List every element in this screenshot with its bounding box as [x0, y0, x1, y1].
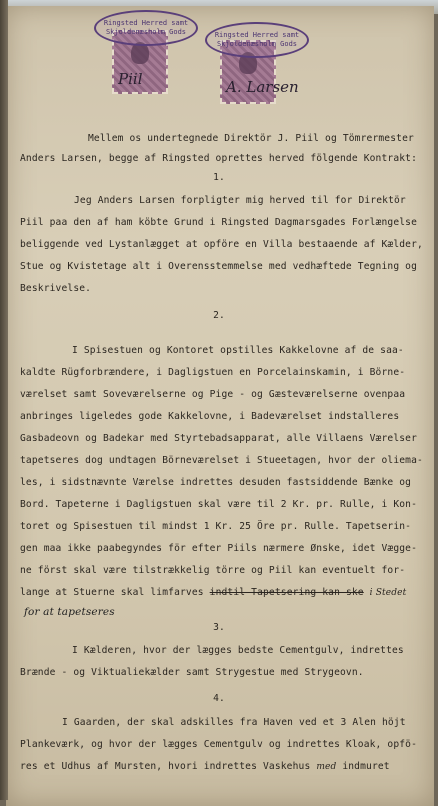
paragraph-line: kaldte Rügforbrændere, i Dagligstuen en Porcelainskamin, i Börne- [20, 367, 406, 378]
intro-line: Mellem os undertegnede Direktör J. Piil og Tömrermester [88, 133, 414, 144]
binding-edge [0, 0, 8, 800]
paragraph-line: I Gaarden, der skal adskilles fra Haven ved et 3 Alen höjt [62, 717, 406, 728]
official-seal-left: Ringsted Herred samt Skjoldenæsholm Gods [94, 10, 198, 46]
paragraph-line: I Spisestuen og Kontoret opstilles Kakkelovne af de saa- [72, 345, 404, 356]
paragraph-line: beliggende ved Lystanlægget at opföre en Villa bestaaende af Kælder, [20, 239, 423, 250]
document-page [6, 6, 434, 806]
handwritten-insertion: med [316, 762, 337, 772]
paragraph-line: Beskrivelse. [20, 283, 92, 294]
paragraph-line: gen maa ikke paabegyndes för efter Piils nærmere Ønske, idet Vægge- [20, 543, 418, 554]
section-number: 1. [213, 172, 225, 183]
handwritten-insertion: for at tapetseres [24, 606, 115, 618]
paragraph-line: toret og Spisestuen til mindst 1 Kr. 25 Öre pr. Rulle. Tapetserin- [20, 521, 412, 532]
paragraph-line: I Kælderen, hvor der lægges bedste Cementgulv, indrettes [72, 645, 404, 656]
paragraph-line-amended [0, 761, 438, 772]
paragraph-line: Piil paa den af ham köbte Grund i Ringsted Dagmarsgades Forlængelse [20, 217, 418, 228]
paragraph-line: Brænde - og Viktualiekælder samt Strygestue med Strygeovn. [20, 667, 364, 678]
paragraph-line: Bord. Tapeterne i Dagligstuen skal være til 2 Kr. pr. Rulle, i Kon- [20, 499, 418, 510]
paragraph-text: indmuret [342, 761, 390, 772]
struck-text: indtil Tapetsering kan ske [209, 587, 364, 598]
section-number: 2. [213, 310, 225, 321]
official-seal-right: Ringsted Herred samt Skjoldenæsholm Gods [205, 22, 309, 58]
section-number: 4. [213, 693, 225, 704]
paragraph-line: Stue og Kvistetage alt i Overensstemmelse med vedhæftede Tegning og [20, 261, 418, 272]
intro-line: Anders Larsen, begge af Ringsted oprettes herved fölgende Kontrakt: [20, 153, 418, 164]
signature-larsen: A. Larsen [226, 78, 299, 96]
paragraph-line: les, i sidstnævnte Værelse indrettes desuden fastsiddende Bænke og [20, 477, 412, 488]
section-number: 3. [213, 622, 225, 633]
paragraph-text: res et Udhus af Mursten, hvori indrettes Vaskehus [20, 761, 311, 772]
handwritten-insertion: i Stedet [369, 588, 407, 598]
paragraph-line: anbringes ligeledes gode Kakkelovne, i Badeværelset indstalleres [20, 411, 400, 422]
paragraph-line: ne först skal være tilstrækkelig törre og Piil kan eventuelt for- [20, 565, 406, 576]
paragraph-line: tapetseres dog undtagen Börneværelset i Stueetagen, hvor der oliema- [20, 455, 423, 466]
paragraph-line: Gasbadeovn og Badekar med Styrtebadsapparat, alle Villaens Værelser [20, 433, 418, 444]
paragraph-line: værelset samt Soveværelserne og Pige - og Gæsteværelserne ovenpaa [20, 389, 406, 400]
paragraph-line-amended [0, 587, 438, 598]
signature-piil: Piil [118, 70, 143, 88]
paragraph-text: lange at Stuerne skal limfarves [20, 587, 204, 598]
paragraph-line: Plankeværk, og hvor der lægges Cementgulv og indrettes Kloak, opfö- [20, 739, 418, 750]
paragraph-line: Jeg Anders Larsen forpligter mig herved til for Direktör [74, 195, 406, 206]
